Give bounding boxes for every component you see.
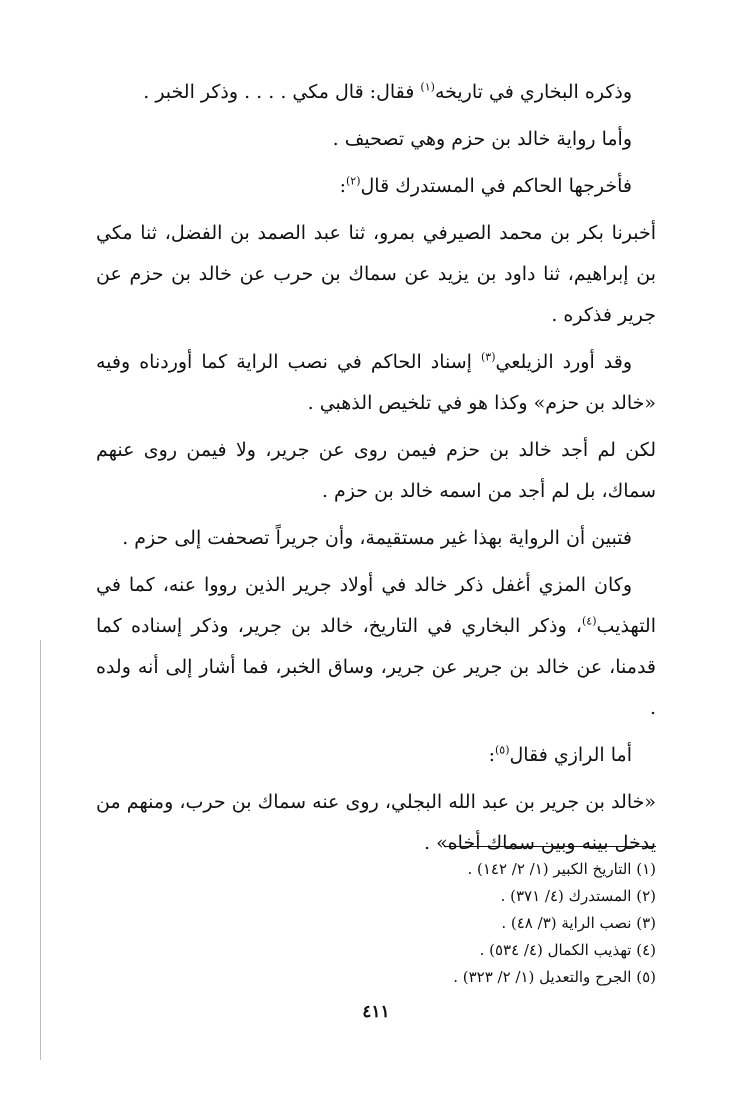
paragraph-3 bbox=[96, 166, 656, 207]
paragraph-2: وأما رواية خالد بن حزم وهي تصحيف . bbox=[332, 128, 632, 150]
paragraph-5-text-start: وقد أورد الزيلعي bbox=[495, 351, 632, 373]
paragraph-1-text-start: وذكره البخاري في تاريخه bbox=[434, 81, 632, 103]
footnote-3: (٣) نصب الراية (٣/ ٤٨) . bbox=[501, 914, 656, 932]
paragraph-9-text-end: : bbox=[488, 744, 495, 766]
footnote-ref-3: (٣) bbox=[480, 350, 496, 364]
main-text bbox=[96, 72, 656, 870]
paragraph-10-quote: «خالد بن جرير بن عبد الله البجلي، روى عنه سماك بن حرب، ومنهم من يدخل بينه وبين سماك أخاه» . bbox=[96, 791, 656, 854]
paragraph-7: فتبين أن الرواية بهذا غير مستقيمة، وأن جريراً تصحفت إلى حزم . bbox=[122, 527, 632, 549]
paragraph-8 bbox=[96, 565, 656, 729]
paragraph-5 bbox=[96, 342, 656, 424]
footnotes bbox=[96, 856, 656, 991]
footnote-separator bbox=[444, 846, 656, 847]
paragraph-1 bbox=[96, 72, 656, 113]
scan-gutter-line bbox=[40, 640, 41, 1060]
paragraph-4-isnad: أخبرنا بكر بن محمد الصيرفي بمرو، ثنا عبد الصمد بن الفضل، ثنا مكي بن إبراهيم، ثنا داود بن يزيد عن سماك بن حرب عن خالد بن حزم عن جرير فذكره . bbox=[96, 222, 656, 326]
footnote-2: (٢) المستدرك (٤/ ٣٧١) . bbox=[500, 887, 656, 905]
footnote-ref-2: (٢) bbox=[345, 174, 361, 188]
paragraph-3-text-start: فأخرجها الحاكم في المستدرك قال bbox=[360, 175, 632, 197]
page-number: ٤١١ bbox=[362, 1002, 390, 1022]
paragraph-8-text-end: ، وذكر البخاري في التاريخ، خالد بن جرير، وذكر إسناده كما قدمنا، عن خالد بن جرير عن جرير، وساق الخبر، فما أشار إلى أنه ولده . bbox=[96, 615, 656, 719]
footnote-4: (٤) تهذيب الكمال (٤/ ٥٣٤) . bbox=[479, 941, 656, 959]
paragraph-9-text-start: أما الرازي فقال bbox=[509, 744, 632, 766]
footnote-ref-5: (٥) bbox=[494, 743, 510, 757]
footnote-ref-1: (١) bbox=[420, 80, 435, 94]
paragraph-9 bbox=[96, 735, 656, 776]
footnote-ref-4: (٤) bbox=[582, 614, 597, 628]
paragraph-5-text-end: إسناد الحاكم في نصب الراية كما أوردناه وفيه «خالد بن حزم» وكذا هو في تلخيص الذهبي . bbox=[96, 351, 656, 414]
footnote-5: (٥) الجرح والتعديل (١/ ٢/ ٣٢٣) . bbox=[453, 968, 656, 986]
footnote-1: (١) التاريخ الكبير (١/ ٢/ ١٤٢) . bbox=[467, 860, 656, 878]
paragraph-3-text-end: : bbox=[339, 175, 346, 197]
paragraph-6: لكن لم أجد خالد بن حزم فيمن روى عن جرير، ولا فيمن روى عنهم سماك، بل لم أجد من اسمه خالد بن حزم . bbox=[96, 439, 656, 502]
paragraph-8-text-start: وكان المزي أغفل ذكر خالد في أولاد جرير الذين رووا عنه، كما في التهذيب bbox=[96, 574, 656, 637]
paragraph-1-text-end: فقال: قال مكي . . . . وذكر الخبر . bbox=[143, 81, 421, 103]
